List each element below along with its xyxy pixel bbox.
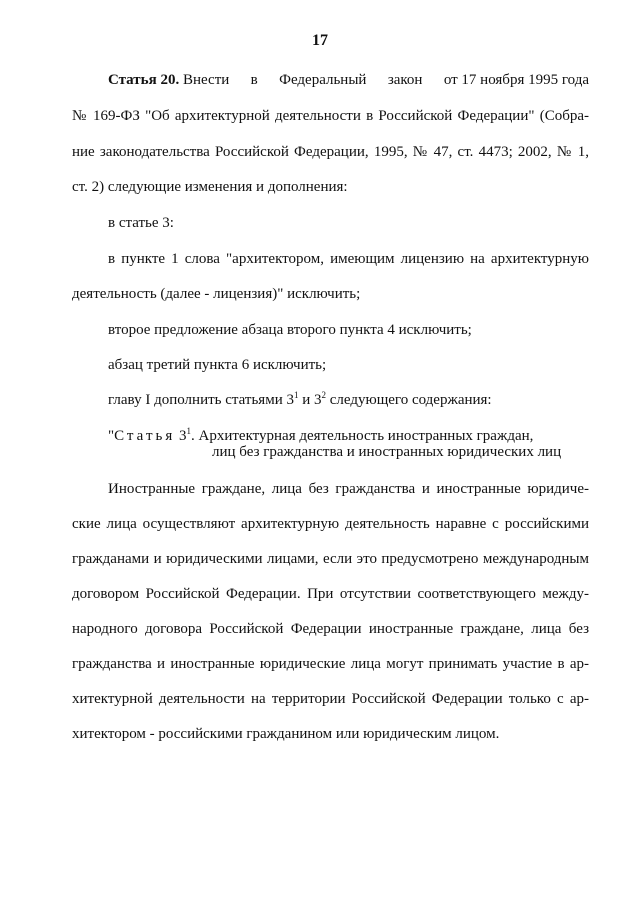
body-line-8: хитектором - российскими гражданином или юридическим лицом. <box>72 726 500 742</box>
page-number: 17 <box>312 32 328 49</box>
item-chapter: главу I дополнить статьями $3^1$ и $3^2$ следующего содержания: <box>108 390 492 408</box>
item-point4: второе предложение абзаца второго пункта 4 исключить; <box>108 322 472 338</box>
body-line-2: ские лица осуществляют архитектурную деятельность наравне с российскими <box>72 516 589 532</box>
item-article3: в статье 3: <box>108 215 174 231</box>
body-line-4: договором Российской Федерации. При отсутствии соответствующего между- <box>72 586 589 602</box>
spaced-article-word: Статья <box>114 428 176 444</box>
article20-line2: № 169-ФЗ "Об архитектурной деятельности в Российской Федерации" (Собра- <box>72 108 589 124</box>
body-line-6: гражданства и иностранные юридические лица могут принимать участие в ар- <box>72 656 589 672</box>
item-point6: абзац третий пункта 6 исключить; <box>108 357 327 373</box>
body-line-5: народного договора Российской Федерации иностранные граждане, лица без <box>72 621 589 637</box>
item-point1-line2: деятельность (далее - лицензия)" исключить; <box>72 286 361 302</box>
body-line-3: гражданами и юридическими лицами, если это предусмотрено международным <box>72 551 589 567</box>
item-point1-line1: в пункте 1 слова "архитектором, имеющим лицензию на архитектурную <box>108 251 589 267</box>
body-line-1: Иностранные граждане, лица без гражданства и иностранные юридиче- <box>108 481 589 497</box>
article20-line4: ст. 2) следующие изменения и дополнения: <box>72 179 348 195</box>
body-line-7: хитектурной деятельности на территории Российской Федерации только с ар- <box>72 691 589 707</box>
article20-line3: ние законодательства Российской Федерации, 1995, № 47, ст. 4473; 2002, № 1, <box>72 144 589 160</box>
article20-line1: Статья 20. Внести в Федеральный закон от 17 ноября 1995 года <box>108 72 589 88</box>
article-heading: Статья 20. <box>108 72 180 88</box>
new-article-heading-line1: "Статья $3^1$. Архитектурная деятельность иностранных граждан, <box>108 426 534 444</box>
new-article-heading-line2: лиц без гражданства и иностранных юридических лиц <box>212 444 562 460</box>
